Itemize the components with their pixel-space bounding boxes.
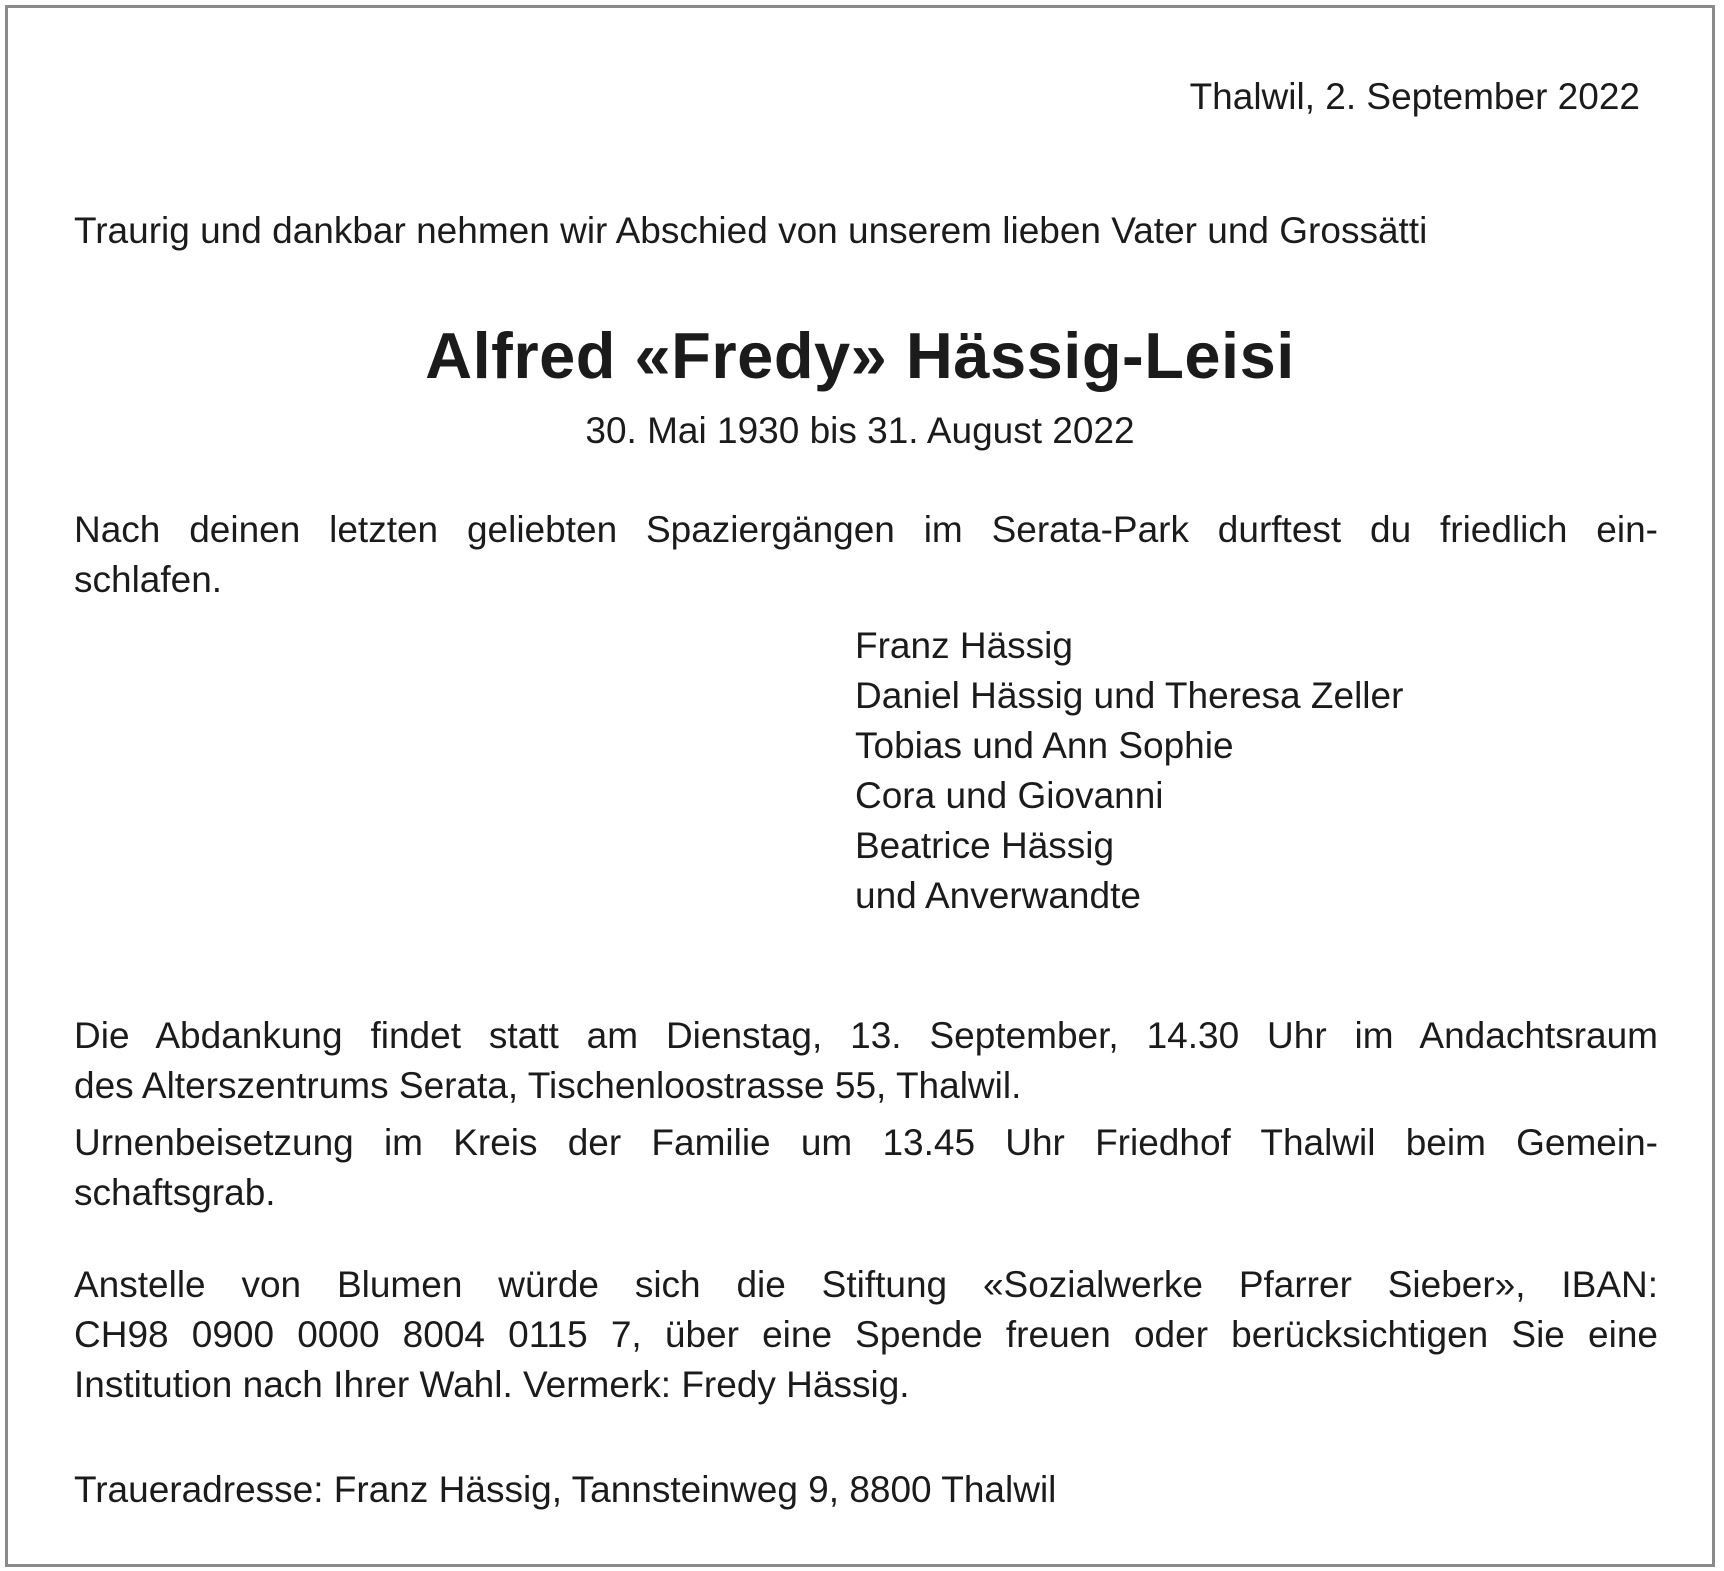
paragraph-line: schaftsgrab. <box>74 1172 276 1213</box>
mourning-address: Traueradresse: Franz Hässig, Tannsteinweg 9, 8800 Thalwil <box>74 1469 1057 1510</box>
donation-paragraph <box>74 1260 1658 1410</box>
mourner-line: Tobias und Ann Sophie <box>855 725 1234 766</box>
paragraph-line: Nach deinen letzten geliebten Spaziergängen im Serata-Park durftest du friedlich ein- <box>74 509 1658 550</box>
mourner-line: und Anverwandte <box>855 875 1141 916</box>
urn-burial-paragraph <box>74 1118 1658 1218</box>
paragraph-line: CH98 0900 0000 8004 0115 7, über eine Spende freuen oder berücksichtigen Sie eine <box>74 1314 1658 1355</box>
mourner-line: Franz Hässig <box>855 625 1073 666</box>
paragraph-line: Urnenbeisetzung im Kreis der Familie um 13.45 Uhr Friedhof Thalwil beim Gemein- <box>74 1122 1658 1163</box>
deceased-name: Alfred «Fredy» Hässig-Leisi <box>425 319 1295 392</box>
service-paragraph <box>74 1011 1658 1111</box>
mourner-line: Cora und Giovanni <box>855 775 1164 816</box>
paragraph-line: Die Abdankung findet statt am Dienstag, 13. September, 14.30 Uhr im Andachtsraum <box>74 1015 1658 1056</box>
life-dates: 30. Mai 1930 bis 31. August 2022 <box>585 410 1135 451</box>
mourners-list <box>855 621 1403 921</box>
walk-paragraph <box>74 505 1658 605</box>
place-date: Thalwil, 2. September 2022 <box>1189 76 1640 117</box>
paragraph-line: des Alterszentrums Serata, Tischenloostrasse 55, Thalwil. <box>74 1065 1022 1106</box>
paragraph-line: Anstelle von Blumen würde sich die Stiftung «Sozialwerke Pfarrer Sieber», IBAN: <box>74 1264 1658 1305</box>
mourner-line: Daniel Hässig und Theresa Zeller <box>855 675 1404 716</box>
obituary-notice <box>5 5 1715 1567</box>
paragraph-line: schlafen. <box>74 559 223 600</box>
paragraph-line: Institution nach Ihrer Wahl. Vermerk: Fredy Hässig. <box>74 1364 910 1405</box>
intro-text: Traurig und dankbar nehmen wir Abschied von unserem lieben Vater und Grossätti <box>74 210 1428 251</box>
mourner-line: Beatrice Hässig <box>855 825 1115 866</box>
